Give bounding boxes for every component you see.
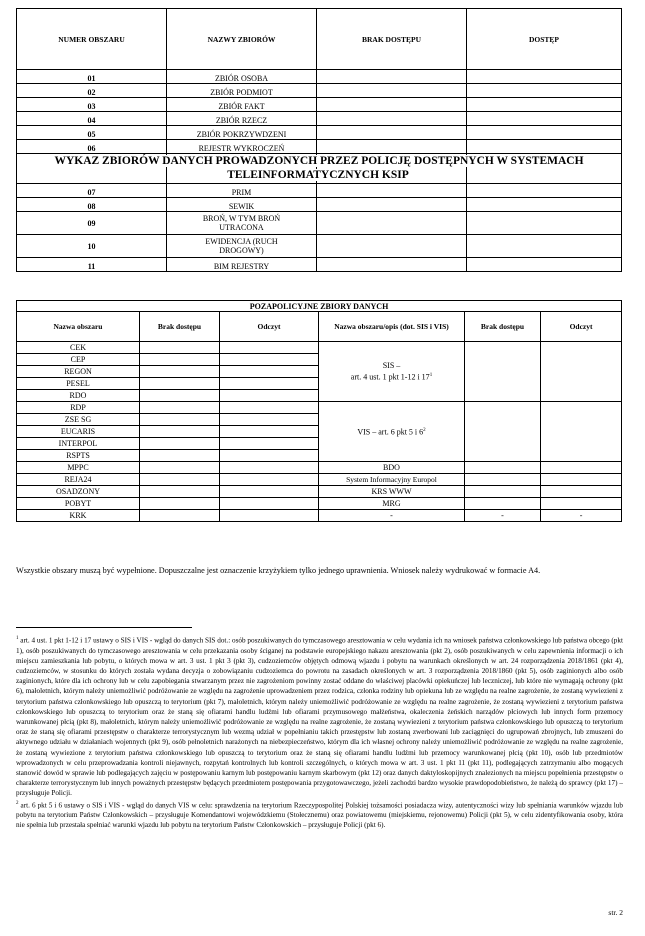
header-brak-dostepu: BRAK DOSTĘPU: [317, 9, 467, 70]
brak-dostepu-cell[interactable]: [140, 510, 220, 522]
area-name: OSADZONY: [17, 486, 140, 498]
area-name: ZBIÓR RZECZ: [167, 112, 317, 126]
area-name: PRIM: [167, 184, 317, 198]
dostep-cell[interactable]: [467, 112, 622, 126]
table-row: [17, 98, 622, 112]
non-police-table: [16, 300, 622, 522]
vis-odczyt-cell[interactable]: [541, 402, 622, 462]
brak-dostepu-cell[interactable]: [140, 354, 220, 366]
table-row: [17, 198, 622, 212]
area-name: ZBIÓR FAKT: [167, 98, 317, 112]
header-dostep: DOSTĘP: [467, 9, 622, 70]
brak-dostepu-cell[interactable]: [317, 212, 467, 235]
dostep-cell[interactable]: [467, 70, 622, 84]
sis-brak-dostepu-cell[interactable]: [465, 342, 541, 402]
header-nazwy-zbiorow: NAZWY ZBIORÓW: [167, 9, 317, 70]
odczyt-cell[interactable]: [220, 438, 319, 450]
non-police-title: POZAPOLICYJNE ZBIORY DANYCH: [17, 301, 622, 312]
odczyt-cell[interactable]: [220, 414, 319, 426]
odczyt-cell[interactable]: [220, 462, 319, 474]
footnote-2: $^2$ art. 6 pkt 5 i 6 ustawy o SIS i VIS - wgląd do danych VIS w celu: sprawdzenia na terytorium Rzeczypospolitej Polskiej tożsamości posiadacza wizy, autentyczności wizy lub spełniania warunków wjazdu lub pobytu na terytorium Państw Członkowskich – przysługuje Komendantowi wojewódzkiemu (Stołecznemu) oraz powiatowemu (miejskiemu, rejonowemu) Policji (pkt 5), w celu zidentyfikowania osoby, która nie spełnia lub przestała spełniać warunki wjazdu lub pobytu na terytorium Państw Członkowskich – przysługuje Policji (pkt 6).: [16, 800, 623, 830]
dostep-cell[interactable]: [467, 258, 622, 272]
dostep-cell[interactable]: [467, 198, 622, 212]
area-name: POBYT: [17, 498, 140, 510]
area-name: PESEL: [17, 378, 140, 390]
area-number: 02: [17, 84, 167, 98]
right-area-name: KRS WWW: [319, 486, 465, 498]
brak-dostepu-cell[interactable]: [140, 342, 220, 354]
area-name: ZBIÓR PODMIOT: [167, 84, 317, 98]
odczyt-cell[interactable]: [541, 474, 622, 486]
brak-dostepu-cell[interactable]: [317, 258, 467, 272]
odczyt-cell[interactable]: [220, 342, 319, 354]
table-row: [17, 402, 622, 414]
area-number: 08: [17, 198, 167, 212]
brak-dostepu-cell[interactable]: [140, 438, 220, 450]
brak-dostepu-cell[interactable]: [140, 486, 220, 498]
odczyt-cell[interactable]: [220, 354, 319, 366]
table-row: [17, 140, 622, 154]
brak-dostepu-cell[interactable]: [140, 474, 220, 486]
table-row: [17, 510, 622, 522]
area-name: REJA24: [17, 474, 140, 486]
header-odczyt: Odczyt: [220, 312, 319, 342]
dostep-cell[interactable]: [467, 212, 622, 235]
odczyt-cell[interactable]: [220, 450, 319, 462]
vis-brak-dostepu-cell[interactable]: [465, 402, 541, 462]
brak-dostepu-cell[interactable]: [140, 402, 220, 414]
page-number: str. 2: [608, 908, 623, 917]
area-name: RDP: [17, 402, 140, 414]
sis-cell: [319, 342, 465, 402]
brak-dostepu-cell[interactable]: [140, 462, 220, 474]
footnote-separator: [16, 627, 192, 628]
brak-dostepu-cell[interactable]: [465, 486, 541, 498]
area-name: INTERPOL: [17, 438, 140, 450]
ksip-table: [16, 8, 622, 272]
sis-reference: art. 4 ust. 1 pkt 1-12 i $17^1$: [350, 372, 433, 382]
odczyt-cell[interactable]: [220, 486, 319, 498]
dostep-cell[interactable]: [467, 235, 622, 258]
odczyt-cell[interactable]: [541, 486, 622, 498]
area-name: REGON: [17, 366, 140, 378]
area-name: BROŃ, W TYM BROŃ UTRACONA: [167, 212, 317, 235]
area-number: 01: [17, 70, 167, 84]
brak-dostepu-cell[interactable]: [140, 378, 220, 390]
instruction-note: Wszystkie obszary muszą być wypełnione. Dopuszczalne jest oznaczenie krzyżykiem tylko jednego uprawnienia. Wniosek należy wydrukować w formacie A4.: [16, 566, 541, 575]
table-row: [17, 112, 622, 126]
odczyt-cell[interactable]: [541, 498, 622, 510]
header-brak-dostepu: Brak dostępu: [140, 312, 220, 342]
area-name: ZBIÓR OSOBA: [167, 70, 317, 84]
brak-dostepu-cell[interactable]: [317, 112, 467, 126]
area-name: SEWIK: [167, 198, 317, 212]
sis-label: SIS –: [382, 360, 401, 370]
area-number: 03: [17, 98, 167, 112]
right-area-name: BDO: [319, 462, 465, 474]
brak-dostepu-cell[interactable]: [317, 198, 467, 212]
odczyt-cell[interactable]: [220, 390, 319, 402]
odczyt-cell[interactable]: [220, 510, 319, 522]
table-row: [17, 498, 622, 510]
brak-dostepu-cell[interactable]: [317, 98, 467, 112]
brak-dostepu-cell[interactable]: [317, 70, 467, 84]
right-area-name: System Informacyjny Europol: [319, 474, 465, 486]
table-row: [17, 235, 622, 258]
brak-dostepu-cell[interactable]: [140, 450, 220, 462]
brak-dostepu-cell[interactable]: [317, 126, 467, 140]
brak-dostepu-cell[interactable]: [465, 462, 541, 474]
brak-dostepu-cell[interactable]: [317, 84, 467, 98]
brak-dostepu-cell[interactable]: [317, 140, 467, 154]
area-name: CEP: [17, 354, 140, 366]
right-area-name: -: [319, 510, 465, 522]
area-number: 07: [17, 184, 167, 198]
table-row: [17, 258, 622, 272]
area-name: EWIDENCJA (RUCH DROGOWY): [167, 235, 317, 258]
brak-dostepu-cell[interactable]: [140, 390, 220, 402]
brak-dostepu-cell[interactable]: [140, 498, 220, 510]
header-nazwa-obszaru-opis: Nazwa obszaru/opis (dot. SIS i VIS): [319, 312, 465, 342]
footnote-ref-2[interactable]: 2: [423, 427, 426, 433]
brak-dostepu-cell[interactable]: [140, 366, 220, 378]
sis-odczyt-cell[interactable]: [541, 342, 622, 402]
vis-cell: [319, 402, 465, 462]
table-row: [17, 342, 622, 354]
odczyt-cell[interactable]: [220, 366, 319, 378]
area-number: 10: [17, 235, 167, 258]
footnote-1: $^1$ art. 4 ust. 1 pkt 1-12 i 17 ustawy o SIS i VIS - wgląd do danych SIS dot.: osób poszukiwanych do tymczasowego aresztowania w celu wydania ich na wniosek państwa członkowskiego lub państwa obcego (pkt 1), osób poszukiwanych do tymczasowego aresztowania w celu przekazania osoby ściganej na podstawie europejskiego nakazu aresztowania (pkt 2), osób poszukiwanych w celu zapewnienia informacji o ich miejscu zamieszkania lub pobytu, o których mowa w art. 3 ust. 1 pkt 3 (pkt 3), cudzoziemców objętych odmową wjazdu i pobytu na warunkach określonych w art. 24 rozporządzenia 2018/1861 (pkt 4), cudzoziemców, w stosunku do których została wydana decyzja o zobowiązaniu cudzoziemca do powrotu na zasadach określonych w art. 3 rozporządzenia 2018/1860 (pkt 5), osób zaginionych albo osób zaginionych, które dla ich ochrony lub w celu zapobiegania stwarzanym przez nie zagrożeniom powinny zostać oddane do właściwej placówki opiekuńczej lub leczniczej, lub które nie wymagają ochrony (pkt 6), małoletnich, którym należy uniemożliwić podróżowanie ze względu na zagrożenie uprowadzeniem przez rodzica, członka rodziny lub opiekuna lub ze względu na realne zagrożenie, że zostaną wywiezieni z terytorium państwa członkowskiego lub opuszczą to terytorium (pkt 7), małoletnich, którym należy uniemożliwić podróżowanie ze względu na realne zagrożenie, że zostaną wywiezieni z terytorium państwa członkowskiego lub opuszczą to terytorium oraz że staną się ofiarami handlu ludźmi lub ofiarami przymusowego małżeństwa, okaleczenia żeńskich narządów płciowych lub innych form przemocy warunkowanej płcią (pkt 8), małoletnich, którym należy uniemożliwić podróżowanie ze względu na realne zagrożenie, że zostaną wywiezieni z terytorium państwa członkowskiego lub opuszczą to terytorium oraz że staną się ofiarami przestępstw o charakterze terrorystycznym lub wezmą udział w popełnianiu takich przestępstw lub zostaną zwerbowani lub zaciągnięci do ugrupowań zbrojnych, lub zmuszeni do aktywnego udziału w działaniach wojennych (pkt 9), osób pełnoletnich narażonych na niebezpieczeństwo, którym dla ich własnej ochrony należy uniemożliwić podróżowanie ze względu na realne zagrożenie, że zostaną wywiezione z terytorium państwa członkowskiego lub opuszczą to terytorium oraz że staną się ofiarami handlu ludźmi lub przemocy warunkowanej płcią (pkt 10), osób lub przedmiotów wprowadzonych w celu przeprowadzania kontroli niejawnych, rozpytań kontrolnych lub kontroli szczególnych, o których mowa w art. 3 ust. 1 pkt 11 (pkt 11), podlegających zatrzymaniu albo mogących stanowić dowód w sprawie lub podlegających zajęciu w postępowaniu karnym lub postępowaniu karnym skarbowym (pkt 12) oraz danych daktyloskopijnych znalezionych na miejscu popełnienia przestępstw o charakterze terrorystycznym lub innych poważnych przestępstw będących przedmiotem postępowania przygotowawczego, jeżeli zachodzi bardzo wysokie prawdopodobieństwo, że należą do sprawcy (pkt 17) – przysługuje Policji.: [16, 636, 623, 798]
header-brak-dostepu-right: Brak dostępu: [465, 312, 541, 342]
table-row: [17, 212, 622, 235]
dash-cell: -: [541, 510, 622, 522]
header-odczyt-right: Odczyt: [541, 312, 622, 342]
area-name: ZSE SG: [17, 414, 140, 426]
area-name: RDO: [17, 390, 140, 402]
table-row: [17, 84, 622, 98]
table-row: [17, 474, 622, 486]
dostep-cell[interactable]: [467, 98, 622, 112]
brak-dostepu-cell[interactable]: [465, 474, 541, 486]
area-name: EUCARIS: [17, 426, 140, 438]
area-name: ZBIÓR POKRZYWDZENI: [167, 126, 317, 140]
odczyt-cell[interactable]: [220, 378, 319, 390]
brak-dostepu-cell[interactable]: [317, 184, 467, 198]
dostep-cell[interactable]: [467, 140, 622, 154]
odczyt-cell[interactable]: [220, 402, 319, 414]
dostep-cell[interactable]: [467, 126, 622, 140]
area-name: RSPTS: [17, 450, 140, 462]
odczyt-cell[interactable]: [541, 462, 622, 474]
right-area-name: MRG: [319, 498, 465, 510]
dostep-cell[interactable]: [467, 84, 622, 98]
area-number: 06: [17, 140, 167, 154]
table-row: [17, 462, 622, 474]
ksip-title: WYKAZ ZBIORÓW DANYCH PROWADZONYCH PRZEZ POLICJĘ DOSTĘPNYCH W SYSTEMACH TELEINFORMATYCZNYCH KSIP: [54, 155, 584, 181]
area-name: CEK: [17, 342, 140, 354]
area-name: KRK: [17, 510, 140, 522]
header-nazwa-obszaru: Nazwa obszaru: [17, 312, 140, 342]
table-row: [17, 70, 622, 84]
dash-cell: -: [465, 510, 541, 522]
odczyt-cell[interactable]: [220, 426, 319, 438]
area-number: 11: [17, 258, 167, 272]
header-numer-obszaru: NUMER OBSZARU: [17, 9, 167, 70]
odczyt-cell[interactable]: [220, 474, 319, 486]
odczyt-cell[interactable]: [220, 498, 319, 510]
dostep-cell[interactable]: [467, 184, 622, 198]
table-row: [17, 486, 622, 498]
footnote-ref-1[interactable]: 1: [429, 372, 433, 378]
area-name: MPPC: [17, 462, 140, 474]
area-name: REJESTR WYKROCZEŃ: [167, 140, 317, 154]
brak-dostepu-cell[interactable]: [465, 498, 541, 510]
table-row: [17, 126, 622, 140]
area-number: 05: [17, 126, 167, 140]
brak-dostepu-cell[interactable]: [140, 414, 220, 426]
footnotes: [16, 634, 623, 831]
area-name: BIM REJESTRY: [167, 258, 317, 272]
area-number: 04: [17, 112, 167, 126]
brak-dostepu-cell[interactable]: [140, 426, 220, 438]
table-row: [17, 184, 622, 198]
brak-dostepu-cell[interactable]: [317, 235, 467, 258]
vis-reference: VIS – art. 6 pkt 5 i 6: [357, 427, 424, 437]
area-number: 09: [17, 212, 167, 235]
